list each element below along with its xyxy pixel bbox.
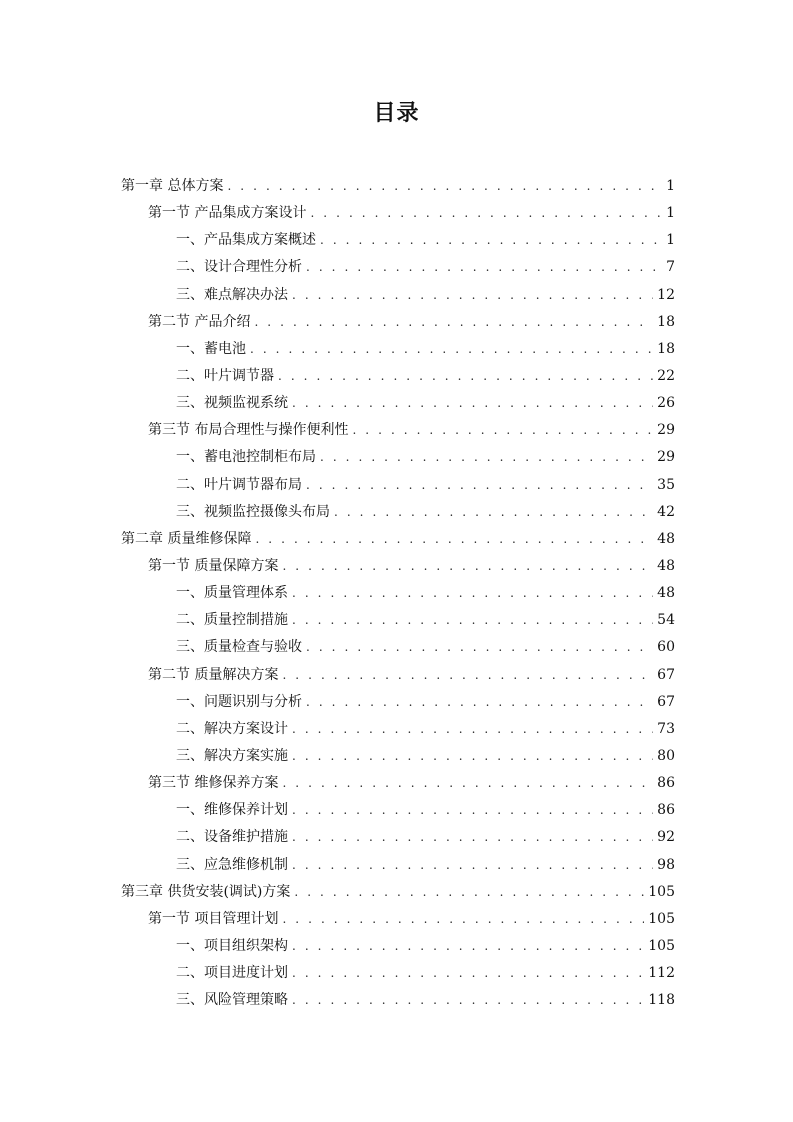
toc-entry-page-number: 60	[657, 639, 675, 656]
toc-entry-page-number: 98	[657, 856, 675, 873]
toc-entry[interactable]	[0, 797, 793, 824]
toc-entry-label: 三、视频监视系统	[176, 395, 288, 412]
toc-entry-label: 三、难点解决办法	[176, 286, 288, 303]
dot-leader	[282, 662, 653, 689]
toc-entry-page-number: 1	[666, 232, 675, 249]
toc-entry-page-number: 54	[657, 612, 675, 629]
dot-leader	[250, 336, 653, 363]
toc-entry-page-number: 48	[657, 530, 675, 547]
toc-entry[interactable]	[0, 879, 793, 906]
dot-leader	[320, 227, 662, 254]
toc-entry[interactable]	[0, 336, 793, 363]
dot-leader	[310, 200, 662, 227]
dot-leader	[255, 526, 653, 553]
toc-entry-label: 二、叶片调节器	[176, 367, 274, 384]
toc-entry[interactable]	[0, 743, 793, 770]
toc-entry-page-number: 22	[657, 367, 675, 384]
toc-entry-label: 三、视频监控摄像头布局	[176, 503, 330, 520]
dot-leader	[294, 879, 644, 906]
toc-entry-label: 三、质量检查与验收	[176, 639, 302, 656]
toc-entry-page-number: 1	[666, 205, 675, 222]
dot-leader	[320, 444, 653, 471]
toc-entry-page-number: 35	[657, 476, 675, 493]
toc-entry-label: 二、项目进度计划	[176, 965, 288, 982]
toc-entry[interactable]	[0, 444, 793, 471]
dot-leader	[292, 987, 644, 1014]
dot-leader	[227, 173, 662, 200]
toc-entry-page-number: 48	[657, 585, 675, 602]
toc-entry-page-number: 18	[657, 340, 675, 357]
toc-entry-label: 二、解决方案设计	[176, 720, 288, 737]
dot-leader	[292, 933, 644, 960]
toc-entry[interactable]	[0, 716, 793, 743]
toc-entry-page-number: 18	[657, 313, 675, 330]
toc-entry[interactable]	[0, 309, 793, 336]
toc-entry-page-number: 73	[657, 720, 675, 737]
dot-leader	[306, 689, 653, 716]
toc-entry[interactable]	[0, 852, 793, 879]
dot-leader	[292, 580, 653, 607]
toc-entry-label: 第二节 质量解决方案	[148, 666, 279, 683]
toc-entry-label: 第二节 产品介绍	[148, 313, 251, 330]
toc-entry-label: 第三节 维修保养方案	[148, 775, 279, 792]
toc-entry[interactable]	[0, 824, 793, 851]
dot-leader	[292, 824, 653, 851]
toc-entry[interactable]	[0, 987, 793, 1014]
toc-entry-page-number: 29	[657, 422, 675, 439]
toc-entry-label: 二、叶片调节器布局	[176, 476, 302, 493]
dot-leader	[292, 960, 644, 987]
dot-leader	[306, 634, 653, 661]
dot-leader	[334, 499, 653, 526]
toc-entry[interactable]	[0, 906, 793, 933]
dot-leader	[292, 852, 653, 879]
toc-entry[interactable]	[0, 282, 793, 309]
toc-entry-page-number: 80	[657, 747, 675, 764]
dot-leader	[292, 390, 653, 417]
toc-entry[interactable]	[0, 227, 793, 254]
toc-entry-label: 一、维修保养计划	[176, 802, 288, 819]
toc-entry-label: 二、设计合理性分析	[176, 259, 302, 276]
toc-entry-label: 第一节 项目管理计划	[148, 910, 279, 927]
dot-leader	[306, 472, 653, 499]
toc-entry[interactable]	[0, 607, 793, 634]
toc-entry[interactable]	[0, 173, 793, 200]
toc-entry[interactable]	[0, 472, 793, 499]
dot-leader	[292, 743, 653, 770]
toc-entry[interactable]	[0, 200, 793, 227]
toc-entry[interactable]	[0, 770, 793, 797]
toc-entry-page-number: 12	[657, 286, 675, 303]
dot-leader	[282, 906, 644, 933]
dot-leader	[292, 282, 653, 309]
toc-entry[interactable]	[0, 254, 793, 281]
toc-entry[interactable]	[0, 960, 793, 987]
toc-entry-label: 三、解决方案实施	[176, 747, 288, 764]
toc-entry-page-number: 42	[657, 503, 675, 520]
toc-entry[interactable]	[0, 933, 793, 960]
toc-entry-page-number: 112	[648, 965, 675, 982]
toc-entry-label: 第一章 总体方案	[121, 178, 224, 194]
toc-entry[interactable]	[0, 363, 793, 390]
toc-entry[interactable]	[0, 390, 793, 417]
dot-leader	[306, 254, 662, 281]
toc-entry-label: 二、设备维护措施	[176, 829, 288, 846]
toc-entry[interactable]	[0, 580, 793, 607]
toc-entry-label: 一、产品集成方案概述	[176, 232, 316, 249]
toc-entry-page-number: 48	[657, 557, 675, 574]
dot-leader	[352, 417, 653, 444]
toc-entry-page-number: 26	[657, 395, 675, 412]
page-title: 目录	[373, 100, 420, 126]
toc-entry-label: 一、蓄电池	[176, 340, 246, 357]
toc-entry[interactable]	[0, 417, 793, 444]
toc-entry-label: 一、项目组织架构	[176, 937, 288, 954]
toc-entry-page-number: 105	[648, 910, 675, 927]
toc-entry[interactable]	[0, 526, 793, 553]
toc-entry[interactable]	[0, 634, 793, 661]
toc-entry-label: 第一节 产品集成方案设计	[148, 205, 307, 222]
toc-entry-label: 一、问题识别与分析	[176, 693, 302, 710]
dot-leader	[282, 770, 653, 797]
toc-entry[interactable]	[0, 662, 793, 689]
toc-entry-label: 二、质量控制措施	[176, 612, 288, 629]
toc-entry[interactable]	[0, 689, 793, 716]
toc-entry[interactable]	[0, 553, 793, 580]
dot-leader	[292, 797, 653, 824]
toc-entry-label: 第三节 布局合理性与操作便利性	[148, 422, 349, 439]
toc-entry-label: 第二章 质量维修保障	[121, 530, 252, 547]
dot-leader	[278, 363, 653, 390]
dot-leader	[292, 607, 653, 634]
toc-entry-label: 第三章 供货安装(调试)方案	[121, 883, 291, 900]
toc-entry-page-number: 105	[648, 937, 675, 954]
toc-entry-label: 三、风险管理策略	[176, 992, 288, 1009]
toc-entry-label: 一、蓄电池控制柜布局	[176, 449, 316, 466]
toc-entry[interactable]	[0, 499, 793, 526]
toc-entry-page-number: 7	[666, 259, 675, 276]
table-of-contents	[0, 173, 793, 1014]
toc-entry-page-number: 1	[666, 178, 675, 194]
toc-entry-page-number: 86	[657, 775, 675, 792]
toc-entry-page-number: 118	[648, 992, 675, 1009]
toc-entry-page-number: 67	[657, 693, 675, 710]
toc-entry-label: 一、质量管理体系	[176, 585, 288, 602]
toc-entry-page-number: 67	[657, 666, 675, 683]
toc-entry-page-number: 92	[657, 829, 675, 846]
toc-entry-page-number: 105	[648, 883, 675, 900]
dot-leader	[254, 309, 653, 336]
dot-leader	[292, 716, 653, 743]
toc-entry-page-number: 29	[657, 449, 675, 466]
toc-entry-label: 三、应急维修机制	[176, 856, 288, 873]
toc-entry-page-number: 86	[657, 802, 675, 819]
toc-entry-label: 第一节 质量保障方案	[148, 557, 279, 574]
dot-leader	[282, 553, 653, 580]
